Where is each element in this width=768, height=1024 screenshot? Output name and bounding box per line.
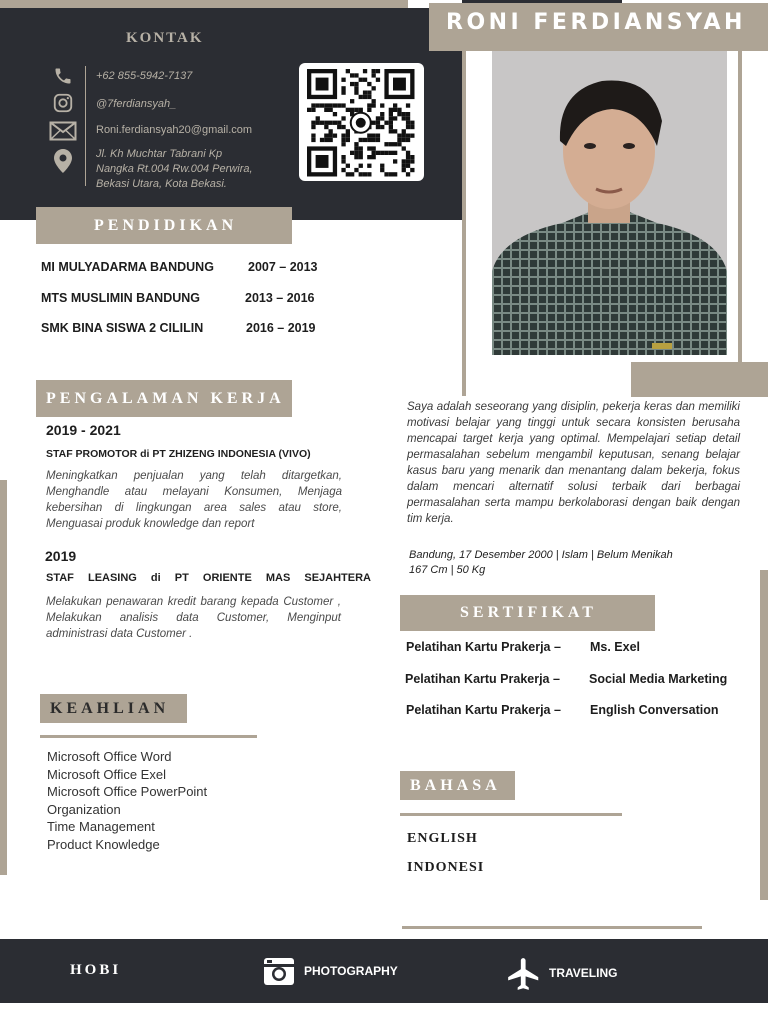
experience-description: Meningkatkan penjualan yang telah ditargetkan, Menghandle atau melayani Konsumen, Menjaga kebersihan di lingkungan area sales atau store, Menguasai produk knowledge dan report — [46, 470, 342, 530]
accent-line — [462, 51, 466, 396]
certificate-label: Pelatihan Kartu Prakerja – — [406, 703, 561, 717]
experience-title: STAF LEASING di PT ORIENTE MAS SEJAHTERA — [46, 572, 371, 584]
contact-instagram: @7ferdiansyah_ — [96, 98, 177, 110]
certificates-heading: SERTIFIKAT — [400, 595, 655, 631]
language-item: INDONESI — [407, 860, 485, 875]
accent-block — [631, 362, 768, 397]
name-title: RONI FERDIANSYAH — [446, 10, 746, 35]
languages-divider — [400, 813, 622, 816]
hobby-label: PHOTOGRAPHY — [304, 964, 398, 978]
certificate-label: Pelatihan Kartu Prakerja – — [406, 640, 561, 654]
airplane-icon — [505, 955, 543, 993]
languages-bottom-rule — [402, 926, 702, 929]
contact-email: Roni.ferdiansyah20@gmail.com — [96, 124, 253, 136]
phone-icon — [52, 66, 74, 86]
contact-phone: +62 855-5942-7137 — [96, 70, 193, 82]
experience-description: Melakukan penawaran kredit barang kepada Customer , Melakukan analisis data Customer, Menginput administrasi data Customer . — [46, 596, 341, 640]
instagram-icon — [52, 92, 74, 114]
skill-item: Product Knowledge — [47, 837, 160, 852]
skills-heading: KEAHLIAN — [40, 694, 187, 723]
contact-address-line3: Bekasi Utara, Kota Bekasi. — [96, 178, 227, 190]
right-edge-bar — [760, 570, 768, 900]
certificate-topic: English Conversation — [590, 703, 719, 717]
experience-heading: PENGALAMAN KERJA — [36, 380, 292, 417]
skill-item: Time Management — [47, 819, 155, 834]
contact-address-line2: Nangka Rt.004 Rw.004 Perwira, — [96, 163, 253, 175]
skill-item: Microsoft Office Exel — [47, 767, 166, 782]
profile-summary: Saya adalah seseorang yang disiplin, pekerja keras dan memiliki motivasi belajar yang tinggi untuk secara konsisten berusaha mencapai target kerja yang optimal. Mempelajari setiap detail permasalahan sebelum mengambil keputusan, senang belajar kasus baru yang menarik dan menantang dalam bekerja, fokus dalam mencari alternatif solusi terbaik dari berbagai permasalahan serta mampu berkolaborasi dengan baik dengan tim kerja. — [407, 401, 740, 525]
accent-line — [738, 51, 742, 363]
profile-details-line2: 167 Cm | 50 Kg — [409, 564, 486, 576]
experience-period: 2019 - 2021 — [46, 422, 121, 438]
skill-item: Microsoft Office Word — [47, 749, 172, 764]
language-item: ENGLISH — [407, 831, 478, 846]
skill-item: Microsoft Office PowerPoint — [47, 784, 208, 799]
camera-icon — [263, 955, 295, 987]
education-years: 2007 – 2013 — [248, 260, 318, 274]
certificate-label: Pelatihan Kartu Prakerja – — [405, 672, 560, 686]
experience-title: STAF PROMOTOR di PT ZHIZENG INDONESIA (VIVO) — [46, 448, 311, 460]
email-icon — [49, 121, 77, 141]
certificate-topic: Ms. Exel — [590, 640, 641, 654]
profile-photo — [492, 51, 727, 355]
left-edge-bar — [0, 480, 7, 875]
experience-period: 2019 — [45, 548, 77, 564]
qr-code — [299, 63, 424, 181]
education-heading: PENDIDIKAN — [36, 207, 292, 244]
skills-divider — [40, 735, 257, 738]
location-pin-icon — [54, 149, 72, 173]
education-school: MTS MUSLIMIN BANDUNG — [41, 291, 201, 305]
contact-address-line1: Jl. Kh Muchtar Tabrani Kp — [96, 148, 223, 160]
contact-divider — [85, 66, 86, 186]
contact-heading: KONTAK — [126, 30, 204, 46]
education-school: MI MULYADARMA BANDUNG — [41, 260, 214, 274]
skill-item: Organization — [47, 802, 121, 817]
education-school: SMK BINA SISWA 2 CILILIN — [41, 321, 204, 335]
education-years: 2016 – 2019 — [246, 321, 316, 335]
certificate-topic: Social Media Marketing — [589, 672, 728, 686]
education-years: 2013 – 2016 — [245, 291, 315, 305]
profile-details-line1: Bandung, 17 Desember 2000 | Islam | Belum Menikah — [409, 549, 673, 561]
top-accent-bar — [0, 0, 408, 8]
hobbies-heading: HOBI — [70, 962, 122, 978]
languages-heading: BAHASA — [400, 771, 515, 800]
hobby-label: TRAVELING — [549, 966, 618, 980]
